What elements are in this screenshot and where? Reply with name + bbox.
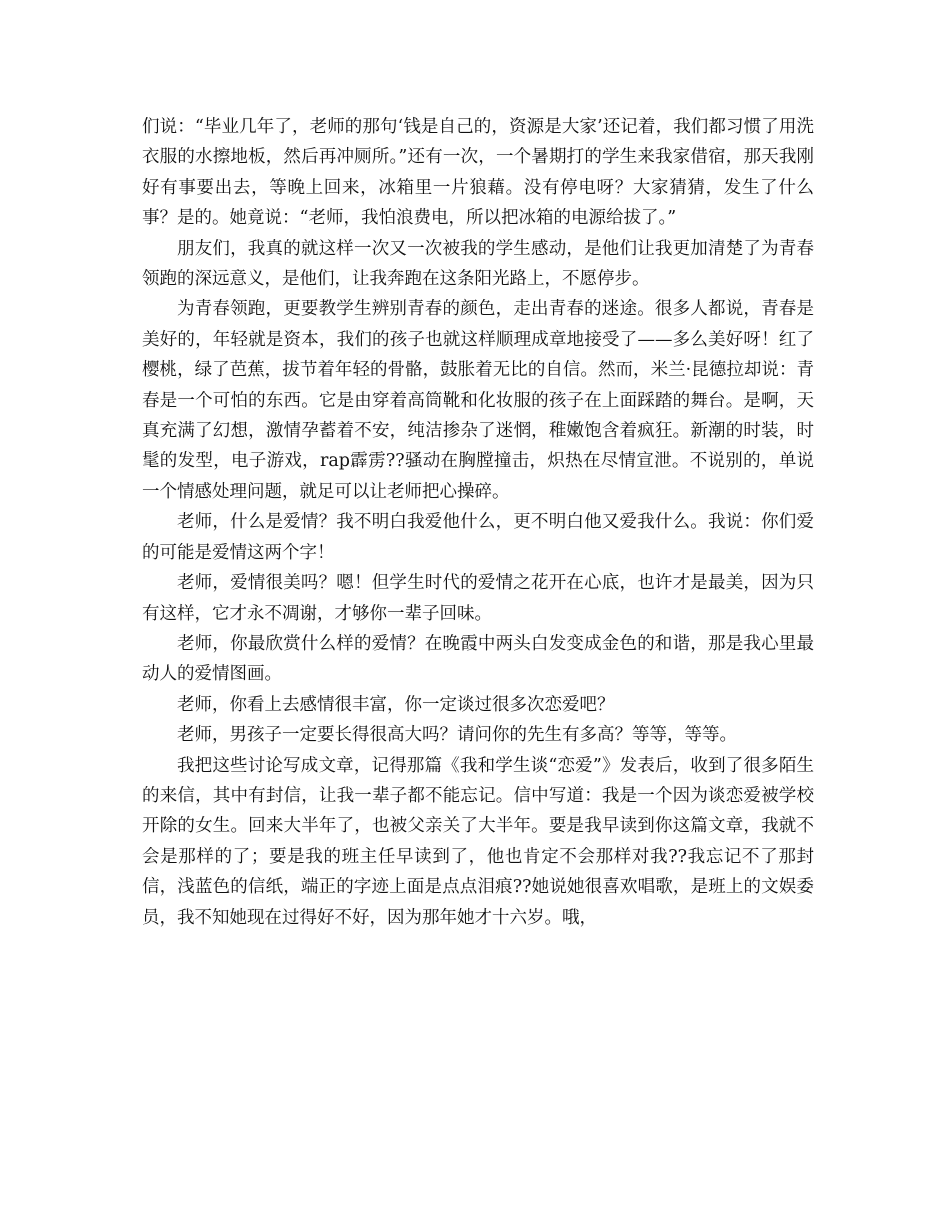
- paragraph: 老师，男孩子一定要长得很高大吗？请问你的先生有多高？等等，等等。: [177, 725, 737, 746]
- document-body: [142, 112, 814, 933]
- paragraph: 老师，什么是爱情？我不明白我爱他什么，更不明白他又爱我什么。我说：你们爱的可能是爱情这两个字！: [142, 512, 814, 563]
- paragraph-continuation: 们说：“毕业几年了，老师的那句‘钱是自己的，资源是大家’还记着，我们都习惯了用洗衣服的水擦地板，然后再冲厕所。”还有一次，一个暑期打的学生来我家借宿，那天我刚好有事要出去，等晚上回来，冰箱里一片狼藉。没有停电呀？大家猜猜，发生了什么事？是的。她竟说：“老师，我怕浪费电，所以把冰箱的电源给拔了。”: [142, 117, 814, 229]
- paragraph: 老师，爱情很美吗？嗯！但学生时代的爱情之花开在心底，也许才是最美，因为只有这样，它才永不凋谢，才够你一辈子回味。: [142, 573, 814, 624]
- paragraph: 老师，你看上去感情很丰富，你一定谈过很多次恋爱吧？: [177, 694, 615, 715]
- paragraph: 我把这些讨论写成文章，记得那篇《我和学生谈“恋爱”》发表后，收到了很多陌生的来信，其中有封信，让我一辈子都不能忘记。信中写道：我是一个因为谈恋爱被学校开除的女生。回来大半年了，也被父亲关了大半年。要是我早读到你这篇文章，我就不会是那样的了；要是我的班主任早读到了，他也肯定不会那样对我??我忘记不了那封信，浅蓝色的信纸，端正的字迹上面是点点泪痕??她说她很喜欢唱歌，是班上的文娱委员，我不知她现在过得好不好，因为那年她才十六岁。哦，: [142, 755, 814, 928]
- paragraph: 朋友们，我真的就这样一次又一次被我的学生感动，是他们让我更加清楚了为青春领跑的深远意义，是他们，让我奔跑在这条阳光路上，不愿停步。: [142, 238, 814, 290]
- paragraph: 老师，你最欣赏什么样的爱情？在晚霞中两头白发变成金色的和谐，那是我心里最动人的爱情图画。: [142, 633, 814, 685]
- paragraph: 为青春领跑，更要教学生辨别青春的颜色，走出青春的迷途。很多人都说，青春是美好的，年轻就是资本，我们的孩子也就这样顺理成章地接受了——多么美好呀！红了樱桃，绿了芭蕉，拔节着年轻的骨骼，鼓胀着无比的自信。然而，米兰·昆德拉却说：青春是一个可怕的东西。它是由穿着高筒靴和化妆服的孩子在上面踩踏的舞台。是啊，天真充满了幻想，激情孕蓄着不安，纯洁掺杂了迷惘，稚嫩饱含着疯狂。新潮的时装，时髦的发型，电子游戏，rap霹雳??骚动在胸膛撞击，炽热在尽情宣泄。不说别的，单说一个情感处理问题，就足可以让老师把心操碎。: [142, 299, 814, 502]
